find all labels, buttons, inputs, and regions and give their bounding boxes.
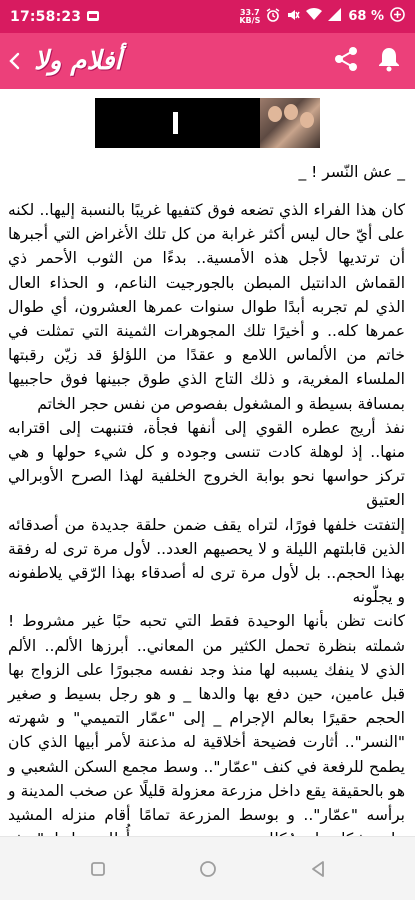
system-nav-bar	[0, 836, 415, 900]
status-time: 17:58:23	[10, 8, 82, 25]
banner-text-cursor	[173, 112, 178, 134]
status-bar	[0, 0, 415, 33]
network-speed-value: 33.7	[239, 7, 260, 17]
story-title: _ عش النّسر ! _	[298, 163, 405, 181]
status-right	[239, 7, 405, 26]
story-paragraph: كانت تظن بأنها الوحيدة فقط التي تحبه حبًا غير مشروط ! شملته بنظرة تحمل الكثير من المعاني.. أبرزها الألم.. الألم الذي لا ينفك يسببه لها منذ وجد نفسه مجبورًا على الزواج بها قبل عامين، حين دفع بها والدها _ و هو رجل بسيط و صغير الحجم حقيرًا بعالم الإجرام _ إلى "عمّار التميمي" و شهرته "النسر".. أثارت فضيحة أخلاقية له مذعنة لأمر أبيها الذي كان يطمح للرفعة في كنف "عمّار".. وسط مجمع السكن الشعبي و هو بالحقيقة يقع داخل مزرعة معزولة قليلًا عن صخب المدينة و برأسه "عمّار".. و بوسط المزرعة تمامًا أقام منزله المشيد	[8, 612, 405, 825]
thumbnail-face	[300, 112, 314, 128]
recents-button[interactable]	[86, 857, 110, 881]
app-logo: أفلام ولا	[34, 46, 122, 76]
story-content	[0, 160, 415, 836]
signal-icon	[328, 8, 342, 25]
notification-icons	[87, 9, 99, 25]
story-paragraph: كان هذا الفراء الذي تضعه فوق كتفيها غريبًا بالنسبة إليها.. لكنه على أيّ حال ليس أكثر غرابة من كل تلك الأغراض التي أجبرها أن ترتديها لأجل هذه الأمسية.. بدءًا من الثوب الأحمر ذي القماش الدانتيل المبطن بالجورجيت الناعم، و الحذاء العال الذي لم تجربه أبدًا طوال سنوات عمرها العشرون، أي طوال عمرها كله.. و أخيرًا تلك المجوهرات الثمينة التي تمثلت في خاتم من الألماس اللامع و عقدًا من اللؤلؤ قد زيّن رقبتها الملساء المغرية، و ذلك التاج الذي طوق جبينها فوق حاجبيها بمسافة بسيطة و المشغول بفصوص من نفس حجر الخاتم	[8, 201, 405, 413]
notification-icon	[87, 9, 99, 25]
wifi-icon	[306, 8, 322, 25]
notification-bell-icon[interactable]	[377, 46, 401, 76]
share-icon[interactable]	[333, 46, 359, 76]
banner-ad[interactable]	[95, 98, 320, 148]
battery-percent: 68 %	[348, 9, 384, 24]
thumbnail-face	[284, 104, 298, 120]
battery-saver-icon	[390, 7, 405, 26]
app-bar-actions	[333, 46, 407, 76]
back-chevron-icon[interactable]	[8, 52, 20, 70]
banner-thumbnail	[260, 98, 320, 148]
home-button[interactable]	[196, 857, 220, 881]
app-bar	[0, 33, 415, 89]
network-speed-unit: KB/S	[239, 15, 261, 25]
back-button[interactable]	[306, 857, 330, 881]
alarm-icon	[266, 8, 280, 26]
thumbnail-face	[268, 106, 282, 122]
story-paragraph: نفذ أريج عطره القوي إلى أنفها فجأة، فتنبهت إلى اقترابه منها.. إذ لوهلة كادت تنسى وجوده و كل شيء حولها و هي تركز حواسها نحو بوابة الخروج الخلفية لهذا الصرح الأوبرالي العتيق	[8, 418, 405, 510]
mute-icon	[286, 8, 300, 26]
story-paragraph: إلتفتت خلفها فورًا، لتراه يقف ضمن حلقة جديدة من أصدقائه الذين قابلتهم الليلة و لا يحصيهم العدد.. لأول مرة ترى له رفقة بهذا الحجم.. بل لأول مرة ترى له أصدقاء بهذا الرّقي يلاطفونه و يجلّونه	[8, 515, 405, 607]
network-speed	[239, 9, 260, 25]
